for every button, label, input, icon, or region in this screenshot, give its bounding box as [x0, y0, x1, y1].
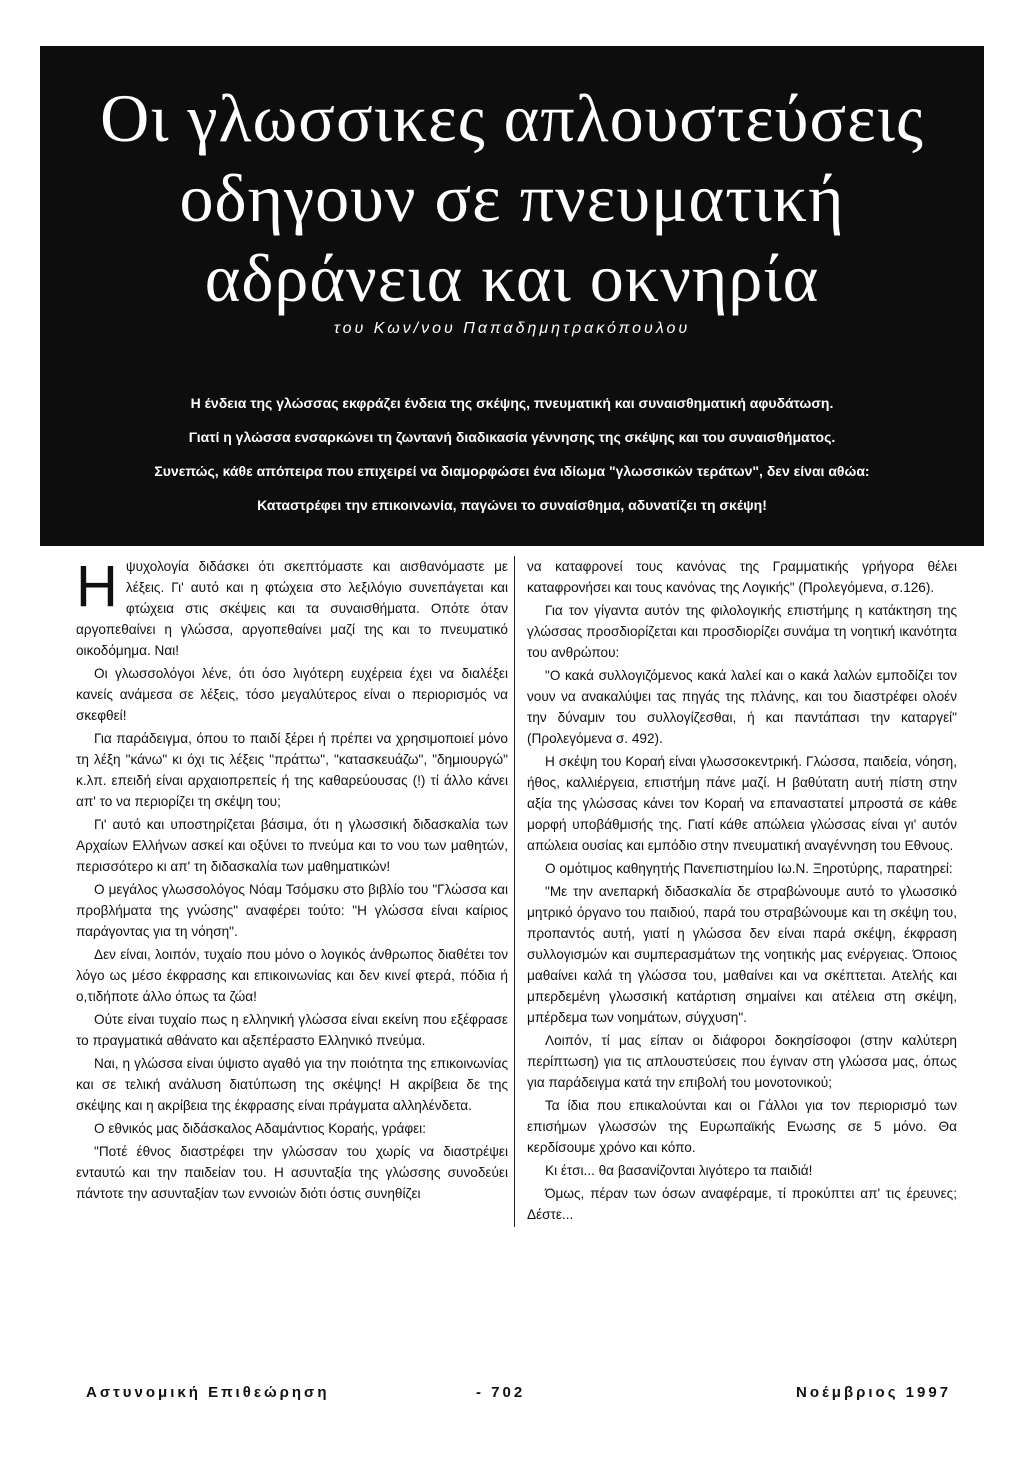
body-paragraph: Δεν είναι, λοιπόν, τυχαίο που μόνο ο λογικός άνθρωπος διαθέτει τον λόγο ως μέσο έκφρασης και επικοινωνίας και δεν κινεί φτερά, πόδια ή ο,τιδήποτε άλλο όπως τα ζώα!: [76, 947, 508, 1004]
body-paragraph: "Ο κακά συλλογιζόμενος κακά λαλεί και ο κακά λαλών εμποδίζει τον νουν να ανακαλύψει τας πηγάς της πλάνης, και του διαστρέφει ολοέν την δύναμιν του συλλογίζεσθαι, ή και παντάπασι την καταργεί" (Προλεγόμενα σ. 492).: [527, 668, 957, 746]
article-author: του Κων/νου Παπαδημητρακόπουλου: [333, 320, 691, 337]
body-paragraph: Ναι, η γλώσσα είναι ύψιστο αγαθό για την ποιότητα της επικοινωνίας και σε τελική ανάλυση διατύπωση της σκέψης! Η ακρίβεια δε της σκέψης και η ακρίβεια της έκφρασης είναι πράγματα αλληλένδετα.: [76, 1056, 508, 1113]
intro-line: Συνεπώς, κάθε απόπειρα που επιχειρεί να διαμορφώσει ένα ιδίωμα "γλωσσικών τεράτων", δεν είναι αθώα:: [154, 463, 870, 479]
body-paragraph: Όμως, πέραν των όσων αναφέραμε, τί προκύπτει απ' τις έρευνες; Δέστε...: [527, 1186, 957, 1222]
body-paragraph: Ο ομότιμος καθηγητής Πανεπιστημίου Ιω.Ν. Ξηροτύρης, παρατηρεί:: [545, 861, 953, 876]
body-paragraph: Γι' αυτό και υποστηρίζεται βάσιμα, ότι η γλωσσική διδασκαλία των Αρχαίων Ελλήνων ασκεί και οξύνει το πνεύμα και το νου των μαθητών, περισσότερο κι απ' τη διδασκαλία των μαθηματικών!: [76, 817, 508, 874]
body-paragraph: Για παράδειγμα, όπου το παιδί ξέρει ή πρέπει να χρησιμοποιεί μόνο τη λέξη "κάνω" κι όχι τις λέξεις "πράττω", "κατασκευάζω", "δημιουργώ" κ.λπ. επειδή είναι αρχαιοπρεπείς ή της καθαρεύουσας (!) τί άλλο κάνει απ' το να περιορίζει τη σκέψη του;: [76, 731, 508, 809]
intro-line: Γιατί η γλώσσα ενσαρκώνει τη ζωντανή διαδικασία γέννησης της σκέψης και του συναισθήματος.: [188, 429, 836, 445]
drop-cap: Η: [76, 554, 118, 619]
publication-name: Αστυνομική Επιθεώρηση: [86, 1384, 330, 1401]
body-paragraph: Οι γλωσσολόγοι λένε, ότι όσο λιγότερη ευχέρεια έχει να διαλέξει κανείς ανάμεσα σε λέξεις, τόσο μεγαλύτερος είναι ο περιορισμός να σκεφθεί!: [76, 666, 508, 723]
body-paragraph: Ο μεγάλος γλωσσολόγος Νόαμ Τσόμσκυ στο βιβλίο του "Γλώσσα και προβλήματα της γνώσης" αναφέρει τούτο: "Η γλώσσα είναι καίριος παράγοντας για τη νόηση".: [76, 882, 508, 939]
body-paragraph: Τα ίδια που επικαλούνται και οι Γάλλοι για τον περιορισμό των επισήμων γλωσσών της Ευρωπαϊκής Ενωσης σε 5 μόνο. Θα κερδίσουμε χρόνο και κόπο.: [527, 1098, 957, 1155]
right-column: [514, 556, 957, 1227]
intro-line: Καταστρέφει την επικοινωνία, παγώνει το συναίσθημα, αδυνατίζει τη σκέψη!: [257, 497, 767, 513]
body-paragraph: Λοιπόν, τί μας είπαν οι διάφοροι δοκησίσοφοι (στην καλύτερη περίπτωση) για τις απλουστεύσεις που έγιναν στη γλώσσα μας, όπως για παράδειγμα κατά την επιβολή του μονοτονικού;: [527, 1033, 957, 1090]
left-column: [76, 556, 508, 1206]
body-paragraph: Η σκέψη του Κοραή είναι γλωσσοκεντρική. Γλώσσα, παιδεία, νόηση, ήθος, καλλιέργεια, επιστήμη πάνε μαζί. Η βαθύτατη αυτή πίστη στην αξία της γλώσσας κάνει τον Κοραή να επαναστατεί μπροστά σε κάθε μορφή υποβάθμισής της. Γιατί κάθε απώλεια γλώσσας είναι γι' αυτόν απώλεια ουσίας και εμπόδιο στην πνευματική αναγέννηση του Εθνους.: [527, 754, 957, 853]
title-line: αδράνεια και οκνηρία: [204, 240, 820, 316]
page-number: - 702: [476, 1384, 526, 1401]
body-paragraph: "Με την ανεπαρκή διδασκαλία δε στραβώνουμε αυτό το γλωσσικό μητρικό όργανο του παιδιού, παρά του στραβώνουμε και τη σκέψη του, προπαντός αυτή, γιατί η γλώσσα δεν είναι παρά σκέψη, έκφραση συλλογισμών και συμπερασμάτων της νοητικής μας ενέργειας. Όποιος μαθαίνει καλά τη γλώσσα του, μαθαίνει και να σκέπτεται. Ατελής και μπερδεμένη γλωσσική κατάρτιση σημαίνει και ατέλεια στη σκέψη, μπέρδεμα των νοημάτων, σύγχυση".: [527, 884, 957, 1025]
body-paragraph: "Ποτέ έθνος διαστρέφει την γλώσσαν του χωρίς να διαστρέψει ενταυτώ και την παιδείαν του. Η ασυνταξία της γλώσσης συνοδεύει πάντοτε την ασυνταξίαν των εννοιών διότι όστις συνηθίζει: [76, 1144, 508, 1201]
article-intro: [40, 386, 984, 522]
intro-line: Η ένδεια της γλώσσας εκφράζει ένδεια της σκέψης, πνευματική και συναισθηματική αφυδάτωση.: [190, 395, 834, 411]
issue-date: Νοέμβριος 1997: [796, 1384, 952, 1401]
body-paragraph: Για τον γίγαντα αυτόν της φιλολογικής επιστήμης η κατάκτηση της γλώσσας προσδιορίζεται και προσδιορίζει συνάμα τη νοητική ικανότητα του ανθρώπου:: [527, 603, 957, 660]
paragraph-text: ψυχολογία διδάσκει ότι σκεπτόμαστε και αισθανόμαστε με λέξεις. Γι' αυτό και η φτώχεια στο λεξιλόγιο συνεπάγεται και φτώχεια στις σκέψεις και τα συναισθήματα. Οπότε όταν αργοπεθαίνει η γλώσσα, αργοπεθαίνει μαζί της και το πνευματικό οικοδόμημα. Ναι!: [76, 559, 508, 658]
title-line: Οι γλωσσικες απλουστεύσεις: [100, 80, 924, 156]
body-paragraph: Κι έτσι... θα βασανίζονται λιγότερο τα παιδιά!: [545, 1163, 813, 1178]
article-title: [40, 78, 984, 318]
body-paragraph: να καταφρονεί τους κανόνας της Γραμματικής γρήγορα θέλει καταφρονήσει και τους κανόνας της Λογικής" (Προλεγόμενα, σ.126).: [527, 559, 957, 595]
title-line: οδηγουν σε πνευματική: [179, 160, 845, 236]
body-paragraph: Ούτε είναι τυχαίο πως η ελληνική γλώσσα είναι εκείνη που εξέφρασε το πραγματικά αθάνατο και αξεπέραστο Ελληνικό πνεύμα.: [76, 1012, 508, 1048]
body-paragraph: [76, 556, 508, 661]
body-paragraph: Ο εθνικός μας διδάσκαλος Αδαμάντιος Κοραής, γράφει:: [94, 1121, 426, 1136]
